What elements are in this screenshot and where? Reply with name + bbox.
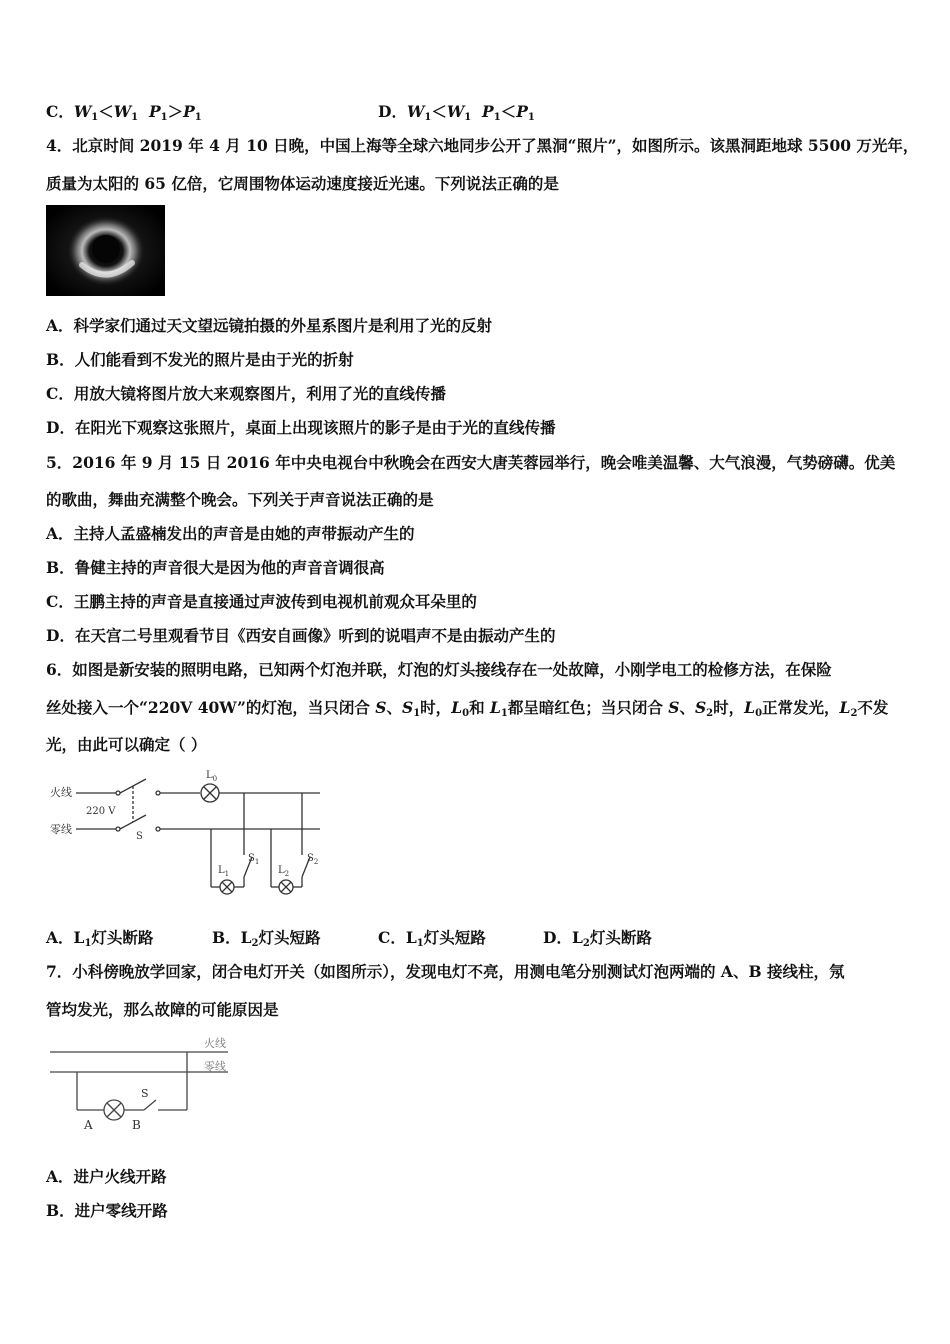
q3-option-d: D．$W_1<W_1$ $P_1<P_1$ — [378, 102, 535, 123]
q6-stem-line1: 6．如图是新安装的照明电路，已知两个灯泡并联，灯泡的灯头接线存在一处故障，小刚学电工的检修方法，在保险 — [46, 660, 832, 679]
q6-option-c: C．$L_1$灯头短路 — [378, 928, 486, 949]
q4-option-d: D．在阳光下观察这张照片，桌面上出现该照片的影子是由于光的直线传播 — [46, 418, 556, 437]
q6-l2-label: $L_2$ — [278, 865, 290, 878]
q7-option-b: B．进户零线开路 — [46, 1201, 168, 1220]
q5-option-d: D．在天宫二号里观看节目《西安自画像》听到的说唱声不是由振动产生的 — [46, 626, 556, 645]
q3-option-c: C．$W_1<W_1$ $P_1>P_1$ — [46, 102, 202, 123]
q7-switch-s-label: S — [141, 1087, 149, 1100]
q6-option-d: D．$L_2$灯头断路 — [543, 928, 652, 949]
q6-option-a: A．$L_1$灯头断路 — [46, 928, 154, 949]
q4-option-b: B．人们能看到不发光的照片是由于光的折射 — [46, 350, 354, 369]
q5-option-c: C．王鹏主持的声音是直接通过声波传到电视机前观众耳朵里的 — [46, 592, 477, 611]
q6-stem-line3: 光，由此可以确定（ ） — [46, 735, 207, 754]
black-hole-image — [46, 205, 165, 296]
q6-voltage-label: 220 V — [86, 806, 116, 817]
q7-b-label: B — [132, 1118, 141, 1132]
q7-circuit-diagram — [46, 1032, 246, 1134]
q5-option-a: A．主持人孟盛楠发出的声音是由她的声带振动产生的 — [46, 524, 415, 543]
q4-stem-line2: 质量为太阳的 65 亿倍，它周围物体运动速度接近光速。下列说法正确的是 — [46, 174, 559, 193]
q5-option-b: B．鲁健主持的声音很大是因为他的声音音调很高 — [46, 558, 385, 577]
q5-stem-line2: 的歌曲，舞曲充满整个晚会。下列关于声音说法正确的是 — [46, 490, 434, 509]
q4-option-a: A．科学家们通过天文望远镜拍摄的外星系图片是利用了光的反射 — [46, 316, 493, 335]
q7-fire-label: 火线 — [204, 1037, 226, 1050]
q6-s2-label: $S_2$ — [307, 853, 319, 866]
q6-switch-s-label: S — [136, 831, 143, 842]
q7-stem-line1: 7．小科傍晚放学回家，闭合电灯开关（如图所示），发现电灯不亮，用测电笔分别测试灯泡两端的 A、B 接线柱，氖 — [46, 962, 845, 981]
q5-stem-line1: 5．2016 年 9 月 15 日 2016 年中央电视台中秋晚会在西安大唐芙蓉园举行，晚会唯美温馨、大气浪漫，气势磅礴。优美 — [46, 453, 896, 472]
q6-s1-label: $S_1$ — [248, 853, 260, 866]
q6-l0-label: $L_0$ — [206, 770, 218, 783]
q7-stem-line2: 管均发光，那么故障的可能原因是 — [46, 1000, 279, 1019]
q6-zero-label: 零线 — [50, 823, 72, 836]
q6-fire-label: 火线 — [50, 786, 72, 799]
q4-stem-line1: 4．北京时间 2019 年 4 月 10 日晚，中国上海等全球六地同步公开了黑洞“照片”，如图所示。该黑洞距地球 5500 万光年， — [46, 136, 919, 155]
q7-option-a: A．进户火线开路 — [46, 1167, 167, 1186]
q6-circuit-diagram — [46, 765, 326, 900]
q4-option-c: C．用放大镜将图片放大来观察图片，利用了光的直线传播 — [46, 384, 446, 403]
q6-stem-line2: 丝处接入一个“220V 40W”的灯泡，当只闭合 S、$S_1$时，$L_0$和 $L_1$都呈暗红色；当只闭合 S、$S_2$时，$L_0$正常发光，$L_2$不发 — [46, 698, 889, 719]
q6-l1-label: $L_1$ — [218, 865, 230, 878]
q7-a-label: A — [84, 1118, 93, 1132]
q7-zero-label: 零线 — [204, 1060, 226, 1073]
q6-option-b: B．$L_2$灯头短路 — [212, 928, 321, 949]
